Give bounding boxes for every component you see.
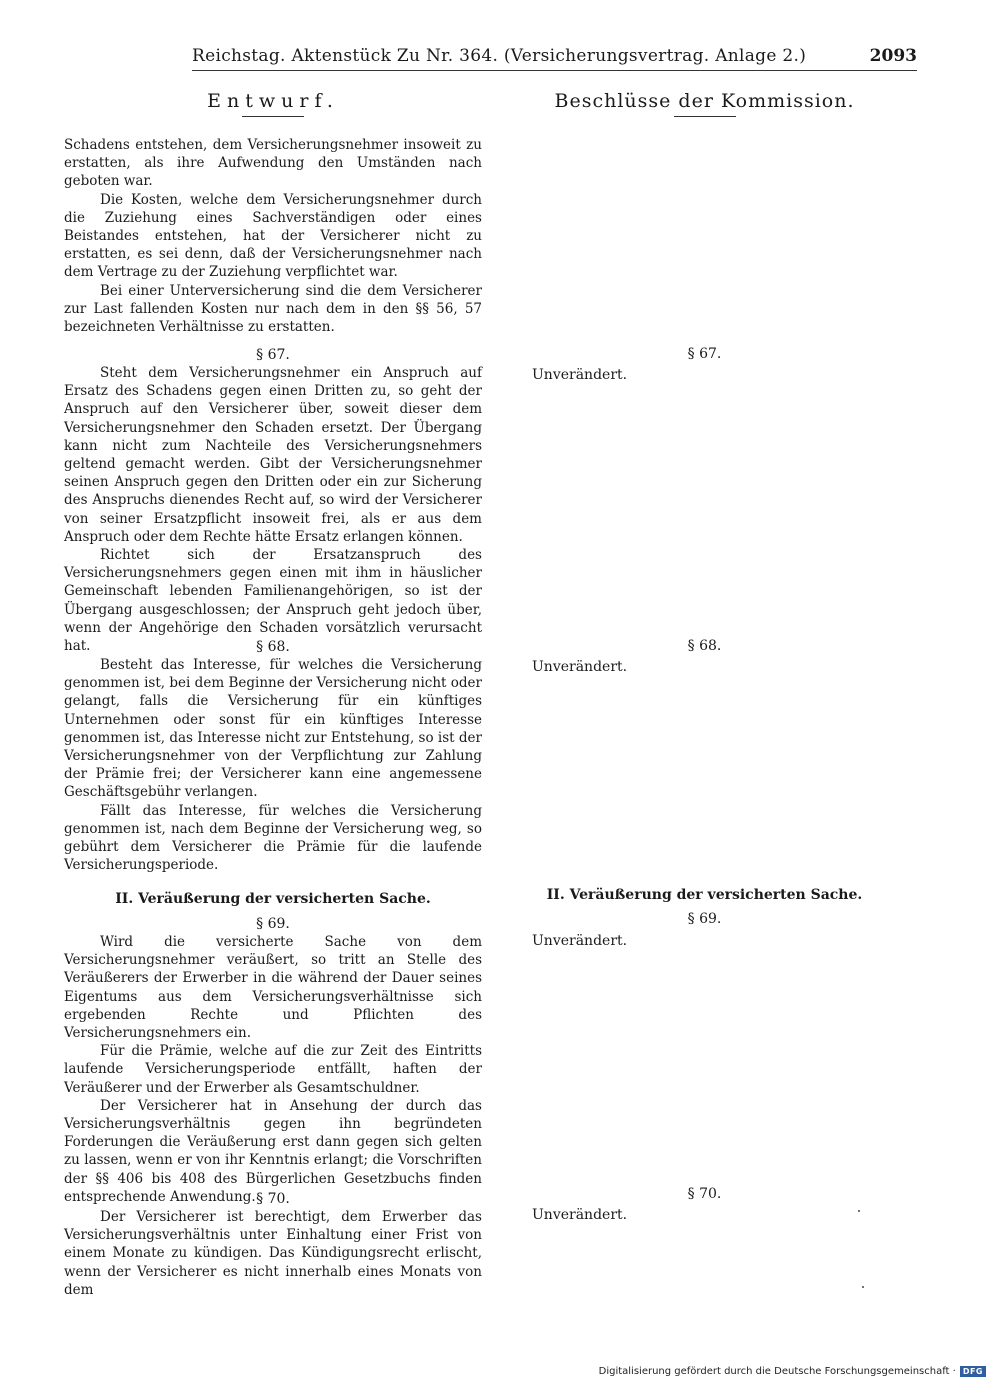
paragraph: Bei einer Unterversicherung sind die dem Versicherer zur Last fallenden Kosten nur nach dem in den §§ 56, 57 bezeichneten Verhältnisse zu erstatten.	[64, 282, 482, 336]
decision-text: Unverändert.	[532, 933, 628, 949]
section-heading: § 68.	[687, 638, 722, 654]
paragraph: Besteht das Interesse, für welches die Versicherung genommen ist, bei dem Beginne der Versicherung nicht oder gelangt, falls die Versicherung für ein künftiges Unternehmen oder sonst für ein künftiges Interesse genommen ist, das Interesse nicht zur Entstehung, so ist der Versicherungsnehmer von der Verpflichtung zur Zahlung der Prämie frei; der Versicherer kann eine angemessene Geschäftsgebühr verlangen.	[64, 657, 482, 801]
running-title: Reichstag. Aktenstück Zu Nr. 364. (Versicherungsvertrag. Anlage 2.)	[192, 46, 807, 66]
draft-column	[64, 90, 482, 1298]
section-heading: § 68.	[256, 639, 290, 655]
print-speck	[862, 1286, 864, 1288]
section-68	[64, 638, 482, 874]
paragraph: Schadens entstehen, dem Versicherungsnehmer insoweit zu erstatten, als ihre Aufwendung den Umständen nach geboten war.	[64, 137, 482, 190]
part-heading: II. Veräußerung der versicherten Sache.	[115, 891, 431, 907]
section-heading: § 70.	[687, 1186, 722, 1202]
paragraph: Die Kosten, welche dem Versicherungsnehmer durch die Zuziehung eines Sachverständigen oder eines Beistandes entstehen, hat der Versicherer nicht zu erstatten, es sei denn, daß der Versicherungsnehmer nach dem Vertrage zu der Zuziehung verpflichtet war.	[64, 191, 482, 281]
section-67	[64, 346, 482, 655]
paragraph: Der Versicherer ist berechtigt, dem Erwerber das Versicherungsverhältnis unter Einhaltung einer Frist von einem Monate zu kündigen. Das Kündigungsrecht erlischt, wenn der Versicherer es nicht innerhalb eines Monats von dem	[64, 1209, 482, 1298]
decision-text: Unverändert.	[532, 1207, 628, 1223]
decision-text: Unverändert.	[532, 659, 628, 675]
section-heading: § 67.	[687, 346, 722, 362]
section-heading: § 69.	[687, 911, 722, 927]
paragraph: Der Versicherer hat in Ansehung der durch das Versicherungsverhältnis gegen ihn begründeten Forderungen die Veräußerung erst dann gegen sich gelten zu lassen, wenn er von ihr Kenntnis erlangt; die Vorschriften der §§ 406 bis 408 des Bürgerlichen Gesetzbuchs finden entsprechende Anwendung.	[64, 1097, 482, 1205]
header-rule	[192, 70, 917, 71]
paragraph: Richtet sich der Ersatzanspruch des Versicherungsnehmers gegen einen mit ihm in häuslicher Gemeinschaft lebenden Familienangehörigen, so ist der Übergang ausgeschlossen; der Anspruch geht jedoch über, wenn der Angehörige den Schaden vorsätzlich verursacht hat.	[64, 547, 482, 655]
section-heading: § 69.	[256, 916, 290, 932]
draft-column-title: Entwurf.	[207, 90, 339, 112]
section-heading: § 67.	[256, 347, 290, 363]
part-2	[64, 891, 482, 907]
intro-block	[64, 136, 482, 336]
section-70	[64, 1190, 482, 1299]
dfg-logo-icon: DFG	[960, 1366, 986, 1377]
page-number: 2093	[869, 46, 917, 66]
digitization-footer	[599, 1366, 986, 1377]
part-heading: II. Veräußerung der versicherten Sache.	[546, 887, 863, 903]
paragraph: Steht dem Versicherungsnehmer ein Anspruch auf Ersatz des Schadens gegen einen Dritten zu, so geht der Anspruch auf den Versicherer über, soweit dieser dem Versicherungsnehmer den Schaden ersetzt. Der Übergang kann nicht zum Nachteile des Versicherungsnehmers geltend gemacht werden. Gibt der Versicherungsnehmer seinen Anspruch gegen den Dritten oder ein zur Sicherung des Anspruchs dienendes Recht auf, so wird der Versicherer von seiner Ersatzpflicht insoweit frei, als er aus dem Anspruch oder dem Rechte hätte Ersatz erlangen können.	[64, 365, 482, 545]
title-underline	[242, 116, 304, 117]
commission-column-title: Beschlüsse der Kommission.	[554, 90, 855, 112]
paragraph: Fällt das Interesse, für welches die Versicherung genommen ist, nach dem Beginne der Versicherung weg, so gebührt dem Versicherer die Prämie für die laufende Versicherungsperiode.	[64, 802, 482, 874]
print-speck	[858, 1210, 860, 1212]
section-heading: § 70.	[256, 1191, 290, 1207]
decision-text: Unverändert.	[532, 367, 628, 383]
paragraph: Für die Prämie, welche auf die zur Zeit des Eintritts laufende Versicherungsperiode entfällt, haften der Veräußerer und der Erwerber als Gesamtschuldner.	[64, 1043, 482, 1096]
footer-credit: Digitalisierung gefördert durch die Deutsche Forschungsgemeinschaft ·	[598, 1366, 956, 1377]
commission-column	[532, 90, 932, 1223]
paragraph: Wird die versicherte Sache von dem Versicherungsnehmer veräußert, so tritt an Stelle des Veräußerers der Erwerber in die während der Dauer seines Eigentums aus dem Versicherungsverhältnisse sich ergebenden Rechte und Pflichten des Versicherungsnehmers ein.	[64, 934, 482, 1042]
page-header	[192, 46, 917, 72]
title-underline	[674, 116, 736, 117]
section-69	[64, 915, 482, 1206]
